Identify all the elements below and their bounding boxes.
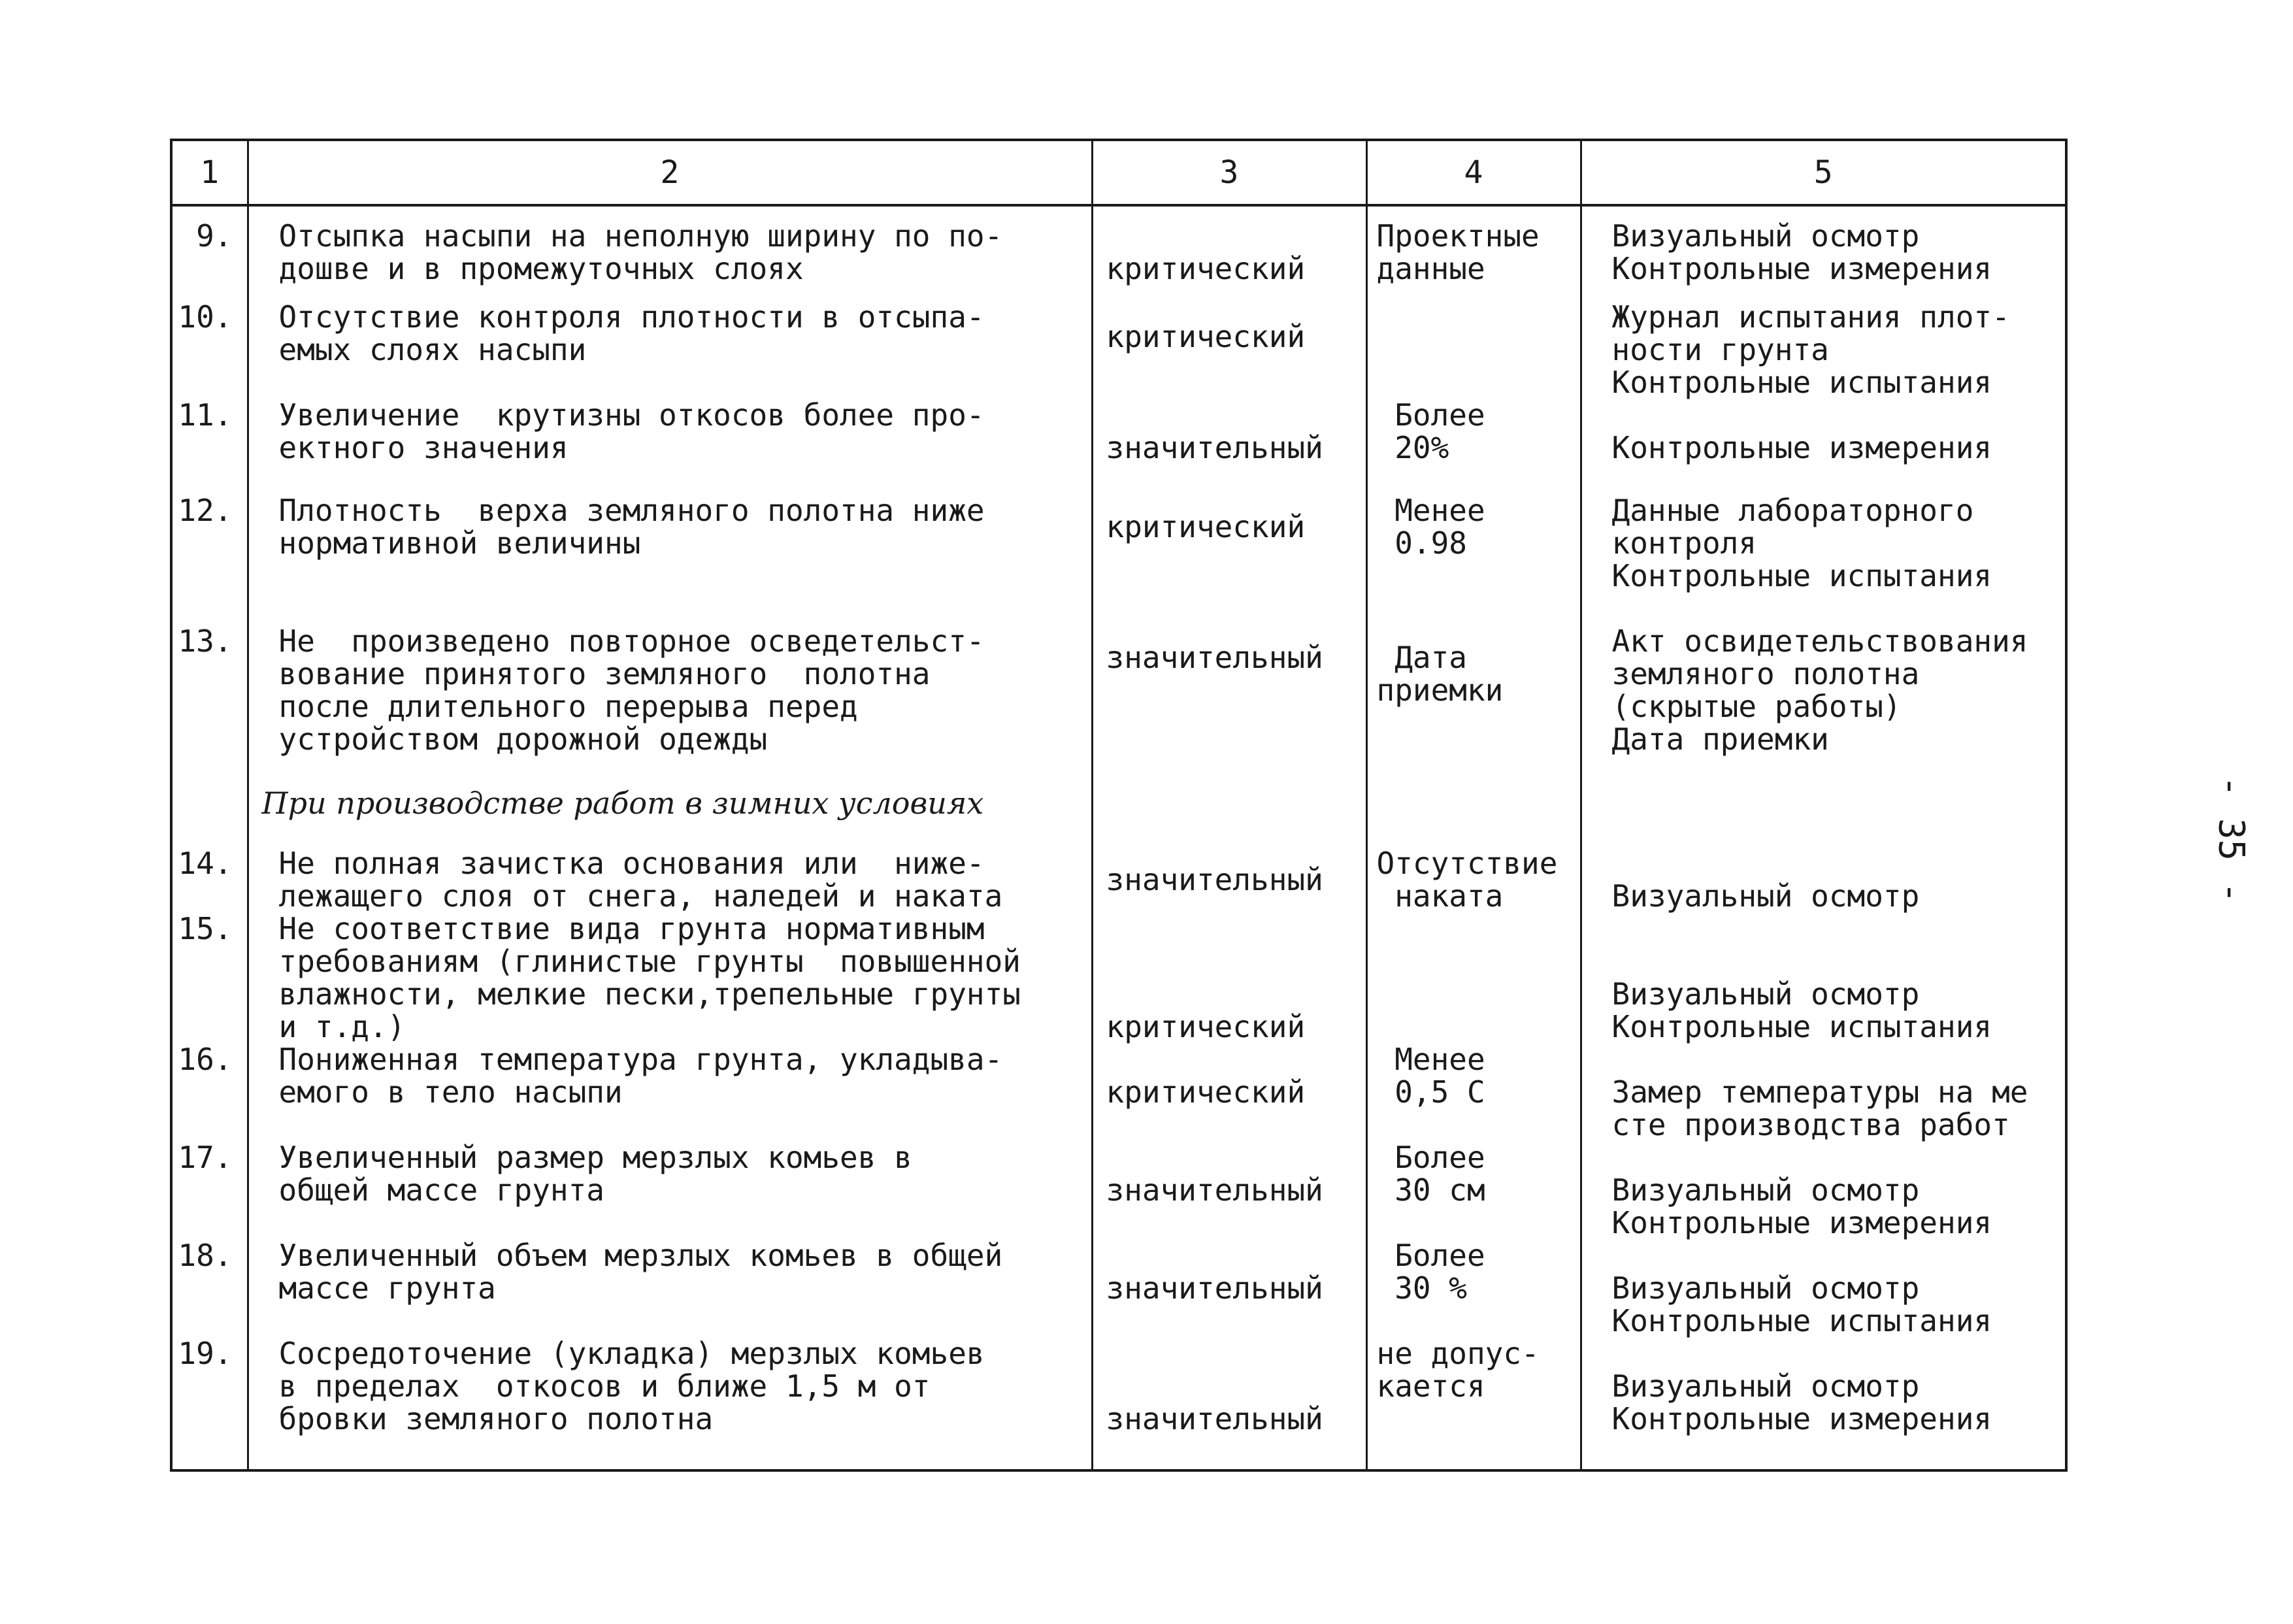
defect-description: Увеличение крутизны откосов более про- ектного значения xyxy=(248,399,1092,494)
control-method: Замер температуры на ме сте производства работ xyxy=(1581,1043,2066,1141)
defect-severity: значительный xyxy=(1092,1239,1366,1337)
defect-description: Не произведено повторное осведетельст- вование принятого земляного полотна после длительного перерыва перед устройством дорожной одежды xyxy=(248,625,1092,775)
table-row xyxy=(171,1337,2066,1470)
defect-criterion: Менее 0.98 xyxy=(1366,494,1581,625)
section-row xyxy=(171,775,2066,847)
control-method: Контрольные измерения xyxy=(1581,399,2066,494)
defect-description: Сосредоточение (укладка) мерзлых комьев в пределах откосов и ближе 1,5 м от бровки земляного полотна xyxy=(248,1337,1092,1470)
defect-description: Увеличенный объем мерзлых комьев в общей массе грунта xyxy=(248,1239,1092,1337)
empty-cell xyxy=(1092,775,1366,847)
defect-severity: значительный xyxy=(1092,847,1366,912)
defect-criterion: Дата приемки xyxy=(1366,625,1581,775)
defect-description: Пониженная температура грунта, укладыва- емого в тело насыпи xyxy=(248,1043,1092,1141)
row-number: 11. xyxy=(171,399,248,494)
row-number: 14. xyxy=(171,847,248,912)
defect-severity: критический xyxy=(1092,205,1366,301)
row-number: 13. xyxy=(171,625,248,775)
control-method: Визуальный осмотр Контрольные измерения xyxy=(1581,205,2066,301)
empty-cell xyxy=(171,775,248,847)
column-header-1: 1 xyxy=(171,140,248,205)
row-number: 10. xyxy=(171,301,248,399)
defect-criterion: Отсутствие наката xyxy=(1366,847,1581,912)
defect-severity: критический xyxy=(1092,1043,1366,1141)
control-method: Данные лабораторного контроля Контрольные испытания xyxy=(1581,494,2066,625)
table-row xyxy=(171,494,2066,625)
row-number: 18. xyxy=(171,1239,248,1337)
defect-severity: значительный xyxy=(1092,1141,1366,1239)
column-header-3: 3 xyxy=(1092,140,1366,205)
defect-criterion: Более 20% xyxy=(1366,399,1581,494)
column-header-5: 5 xyxy=(1581,140,2066,205)
defect-criterion: Менее 0,5 С xyxy=(1366,1043,1581,1141)
defect-severity: критический xyxy=(1092,301,1366,399)
control-method: Визуальный осмотр Контрольные испытания xyxy=(1581,1239,2066,1337)
defect-criterion: Более 30 см xyxy=(1366,1141,1581,1239)
row-number: 12. xyxy=(171,494,248,625)
table-row xyxy=(171,847,2066,912)
defect-severity: значительный xyxy=(1092,625,1366,775)
defect-description: Не соответствие вида грунта нормативным требованиям (глинистые грунты повышенной влажности, мелкие пески,трепельные грунты и т.д.) xyxy=(248,912,1092,1043)
row-number: 9. xyxy=(171,205,248,301)
page-number: - 35 - xyxy=(2211,776,2252,904)
control-method: Визуальный осмотр Контрольные измерения xyxy=(1581,1141,2066,1239)
defect-severity: значительный xyxy=(1092,399,1366,494)
section-title: При производстве работ в зимних условиях xyxy=(248,775,1092,847)
column-header-4: 4 xyxy=(1366,140,1581,205)
row-number: 17. xyxy=(171,1141,248,1239)
defect-criterion: Более 30 % xyxy=(1366,1239,1581,1337)
defect-description: Отсыпка насыпи на неполную ширину по по- дошве и в промежуточных слоях xyxy=(248,205,1092,301)
control-method: Визуальный осмотр Контрольные испытания xyxy=(1581,912,2066,1043)
control-method: Визуальный осмотр xyxy=(1581,847,2066,912)
table-row xyxy=(171,301,2066,399)
defect-criterion xyxy=(1366,301,1581,399)
header-row xyxy=(171,140,2066,205)
defect-severity: критический xyxy=(1092,494,1366,625)
defect-description: Плотность верха земляного полотна ниже нормативной величины xyxy=(248,494,1092,625)
defect-criterion: не допус- кается xyxy=(1366,1337,1581,1470)
row-number: 19. xyxy=(171,1337,248,1470)
column-header-2: 2 xyxy=(248,140,1092,205)
defect-criterion xyxy=(1366,912,1581,1043)
defect-description: Не полная зачистка основания или ниже- лежащего слоя от снега, наледей и наката xyxy=(248,847,1092,912)
table-row xyxy=(171,1239,2066,1337)
defects-table xyxy=(170,139,2068,1472)
table-row xyxy=(171,205,2066,301)
row-number: 15. xyxy=(171,912,248,1043)
table-row xyxy=(171,399,2066,494)
table-row xyxy=(171,1043,2066,1141)
defect-description: Отсутствие контроля плотности в отсыпа- емых слоях насыпи xyxy=(248,301,1092,399)
defect-severity: критический xyxy=(1092,912,1366,1043)
defect-severity: значительный xyxy=(1092,1337,1366,1470)
control-method: Визуальный осмотр Контрольные измерения xyxy=(1581,1337,2066,1470)
table-row xyxy=(171,625,2066,775)
control-method: Акт освидетельствования земляного полотна (скрытые работы) Дата приемки xyxy=(1581,625,2066,775)
defect-description: Увеличенный размер мерзлых комьев в общей массе грунта xyxy=(248,1141,1092,1239)
empty-cell xyxy=(1581,775,2066,847)
empty-cell xyxy=(1366,775,1581,847)
table-row xyxy=(171,912,2066,1043)
control-method: Журнал испытания плот- ности грунта Контрольные испытания xyxy=(1581,301,2066,399)
row-number: 16. xyxy=(171,1043,248,1141)
defect-criterion: Проектные данные xyxy=(1366,205,1581,301)
table-row xyxy=(171,1141,2066,1239)
